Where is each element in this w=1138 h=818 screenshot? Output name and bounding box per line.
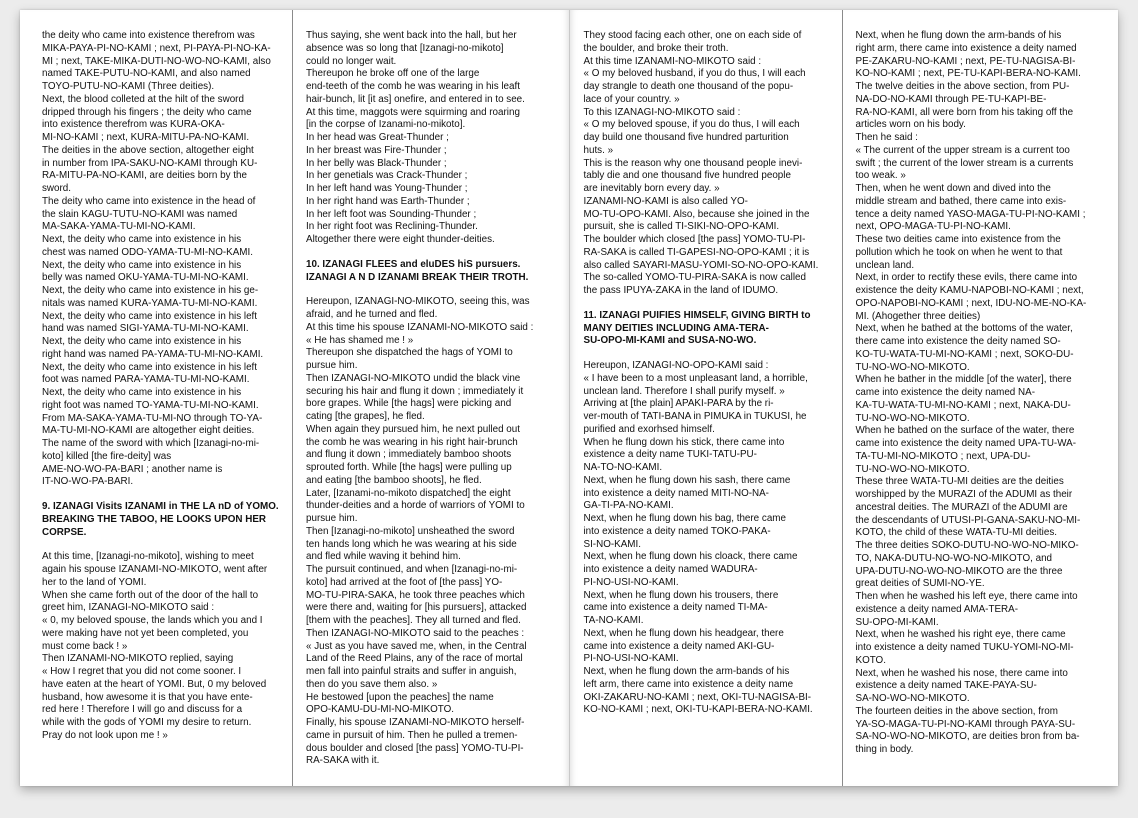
section-11-heading: 11. IZANAGI PUIFIES HIMSELF, GIVING BIRTH to MANY DEITIES INCLUDING AMA-TERA- SU-OPO-MI-KAMI and SUSA-NO-WO. (583, 309, 811, 347)
section-9-heading: 9. IZANAGI Visits IZANAMI in THE LA nD of YOMO. BREAKING THE TABOO, HE LOOKS UPON HER CORPSE. (42, 501, 279, 538)
column-4-paragraph-1: Next, when he flung down the arm-bands of his right arm, there came into existence a deity named PE-ZAKARU-NO-KAMI ; next, PE-TU-NAGISA-BI- KO-NO-KAMI ; next, PE-TU-KAPI-BERA-NO-KAMI. The twelve deities in the above section, from PU- NA-DO-NO-KAMI through PE-TU-KAPI-BE- RA-NO-KAMI, all were born from his taking off the articles worn on his body. Then he said : « The current of the upper stream is a current too swift ; the current of the lower stream is a currents too weak. » Then, when he went down and dived into the middle stream and bathed, there came into exis- tence a deity named YASO-MAGA-TU-PI-NO-KAMI ; next, OPO-MAGA-TU-PI-NO-KAMI. These two deities came into existence from the pollution which he took on when he went to that unclean land. Next, in order to rectify these evils, there came into existence the deity KAMU-NAPOBI-NO-KAMI ; next, OPO-NAPOBI-NO-KAMI ; next, IDU-NO-ME-NO-KA- MI. (Ahogether three deities) Next, when he bathed at the bottoms of the water, there came into existence the deity named SO- KO-TU-WATA-TU-MI-NO-KAMI ; next, SOKO-DU- TU-NO-WO-NO-MIKOTO. When he bather in the middle [of the water], there came into existence the deity named NA- KA-TU-WATA-TU-MI-NO-KAMI ; next, NAKA-DU- TU-NO-WO-NO-MIKOTO. When he bathed on the surface of the water, there came into existence the deity named UPA-TU-WA- TA-TU-MI-NO-MIKOTO ; next, UPA-DU- TU-NO-WO-NO-MIKOTO. These three WATA-TU-MI deities are the deities worshipped by the MURAZI of the ADUMI as their ancestral deities. The MURAZI of the ADUMI are the descendants of UTUSI-PI-GANA-SAKU-NO-MI- KOTO, the child of these WATA-TU-MI deities. The three deities SOKO-DUTU-NO-WO-NO-MIKO- TO, NAKA-DUTU-NO-WO-NO-MIKOTO, and UPA-DUTU-NO-WO-NO-MIKOTO are the three great deities of SUMI-NO-YE. Then when he washed his left eye, there came into existence a deity named AMA-TERA- SU-OPO-MI-KAMI. Next, when he washed his right eye, there came into existence a deity named TUKU-YOMI-NO-MI- KOTO. Next, when he washed his nose, there came into existence a deity named TAKE-PAYA-SU- SA-NO-WO-NO-MIKOTO. The fourteen deities in the above section, from YA-SO-MAGA-TU-PI-NO-KAMI through PAYA-SU- SA-NO-WO-NO-MIKOTO, are deities bron from ba- thing in body. (855, 30, 1087, 755)
column-2 (292, 10, 564, 786)
column-3 (570, 10, 842, 786)
book-spread (20, 10, 1118, 786)
column-2-paragraph-1: Thus saying, she went back into the hall, but her absence was so long that [Izanagi-no-mikoto] could no longer wait. Thereupon he broke off one of the large end-teeth of the comb he was wearing in his leaft hair-bunch, lit [it as] onefire, and entered in to see. At this time, maggots were squirming and roaring [in the corpse of Izanami-no-mikoto]. In her head was Great-Thunder ; In her breast was Fire-Thunder ; In her belly was Black-Thunder ; In her genetials was Crack-Thunder ; In her left hand was Young-Thunder ; In her right hand was Earth-Thunder ; In her left foot was Sounding-Thunder ; In her right foot was Reclining-Thunder. Altogether there were eight thunder-deities. (306, 30, 525, 245)
right-page (570, 10, 1119, 786)
column-3-paragraph-2: Hereupon, IZANAGI-NO-OPO-KAMI said : « I have been to a most unpleasant land, a horrible, unclean land. Therefore I shall purify myself. » Arriving at [the plain] APAKI-PARA by the ri- ver-mouth of TATI-BANA in PIMUKA in TUKUSI, he purified and exorhsed himself. When he flung down his stick, there came into existence a deity name TUKI-TATU-PU- NA-TO-NO-KAMI. Next, when he flung down his sash, there came into existence a deity named MITI-NO-NA- GA-TI-PA-NO-KAMI. Next, when he flung down his bag, there came into existence a deity named TOKO-PAKA- SI-NO-KAMI. Next, when he flung down his cloack, there came into existence a deity named WADURA- PI-NO-USI-NO-KAMI. Next, when he flung down his trousers, there came into existence a deity named TI-MA- TA-NO-KAMI. Next, when he flung down his headgear, there came into existence a deity named AKI-GU- PI-NO-USI-NO-KAMI. Next, when he flung down the arm-bands of his left arm, there came into existence a deity name OKI-ZAKARU-NO-KAMI ; next, OKI-TU-NAGISA-BI- KO-NO-KAMI ; next, OKI-TU-KAPI-BERA-NO-KAMI. (583, 360, 813, 716)
column-1-paragraph-1: the deity who came into existence therefrom was MIKA-PAYA-PI-NO-KAMI ; next, PI-PAYA-PI-NO-KA- MI ; next, TAKE-MIKA-DUTI-NO-WO-NO-KAMI, also named TAKE-PUTU-NO-KAMI, and also named TOYO-PUTU-NO-KAMI (Three deities). Next, the blood colleted at the hilt of the sword dripped through his fingers ; the deity who came into existence therefrom was KURA-OKA- MI-NO-KAMI ; next, KURA-MITU-PA-NO-KAMI. The deities in the above section, altogether eight in number from IPA-SAKU-NO-KAMI through KU- RA-MITU-PA-NO-KAMI, are deities born by the sword. The deity who came into existence in the head of the slain KAGU-TUTU-NO-KAMI was named MA-SAKA-YAMA-TU-MI-NO-KAMI. Next, the deity who came into existence in his chest was named ODO-YAMA-TU-MI-NO-KAMI. Next, the deity who came into existence in his belly was named OKU-YAMA-TU-MI-NO-KAMI. Next, the deity who came into existence in his ge- nitals was named KURA-YAMA-TU-MI-NO-KAMI. Next, the deity who came into existence in his left hand was named SIGI-YAMA-TU-MI-NO-KAMI. Next, the deity who came into existence in his right hand was named PA-YAMA-TU-MI-NO-KAMI. Next, the deity who came into existence in his left foot was named PARA-YAMA-TU-MI-NO-KAMI. Next, the deity who came into existence in his right foot was named TO-YAMA-TU-MI-NO-KAMI. From MA-SAKA-YAMA-TU-MI-NO through TO-YA- MA-TU-MI-NO-KAMI are altogether eight deities. The name of the sword with which [Izanagi-no-mi- koto] killed [the fire-deity] was AME-NO-WO-PA-BARI ; another name is IT-NO-WO-PA-BARI. (42, 30, 271, 488)
column-1-paragraph-2: At this time, [Izanagi-no-mikoto], wishing to meet again his spouse IZANAMI-NO-MIKOTO, went after her to the land of YOMI. When she came forth out of the door of the hall to greet him, IZANAGI-NO-MIKOTO said : « 0, my beloved spouse, the lands which you and I were making have not yet been completed, you must come back ! » Then IZANAMI-NO-MIKOTO replied, saying « How I regret that you did not come sooner. I have eaten at the heart of YOMI. But, 0 my beloved husband, how awesome it is that you have ente- red here ! Therefore I will go and discuss for a while with the gods of YOMI my desire to return. Pray do not look upon me ! » (42, 551, 268, 741)
column-2-paragraph-2: Hereupon, IZANAGI-NO-MIKOTO, seeing this, was afraid, and he turned and fled. At this time his spouse IZANAMI-NO-MIKOTO said : « He has shamed me ! » Thereupon she dispatched the hags of YOMI to pursue him. Then IZANAGI-NO-MIKOTO undid the black vine securing his hair and flung it down ; immediately it bore grapes. While [the hags] were picking and cating [the grapes], he fled. When again they pursued him, he next pulled out the comb he was wearing in his right hair-brunch and flung it down ; immediately bamboo shoots sprouted forth. While [the hags] were pulling up and eating [the bamboo shoots], he fled. Later, [Izanami-no-mikoto dispatched] the eight thunder-deities and a horde of warriors of YOMI to pursue him. Then [Izanagi-no-mikoto] unsheathed the sword ten hands long which he was wearing at his side and fled while waving it behind him. The pursuit continued, and when [Izanagi-no-mi- koto] had arrived at the foot of [the pass] YO- MO-TU-PIRA-SAKA, he took three peaches which were there and, waiting for [his pursuers], attacked [them with the peaches]. They all turned and fled. Then IZANAGI-NO-MIKOTO said to the peaches : « Just as you have saved me, when, in the Central Land of the Reed Plains, any of the race of mortal men fall into painful straits and suffer in anguish, then do you save them also. » He bestowed [upon the peaches] the name OPO-KAMU-DU-MI-NO-MIKOTO. Finally, his spouse IZANAMI-NO-MIKOTO herself- came in pursuit of him. Then he pulled a tremen- dous boulder and closed [the pass] YOMO-TU-PI- RA-SAKA with it. (306, 296, 534, 767)
left-page (20, 10, 570, 786)
column-3-paragraph-1: They stood facing each other, one on each side of the boulder, and broke their troth. At this time IZANAMI-NO-MIKOTO said : « O my beloved husband, if you do thus, I will each day strangle to death one thousand of the popu- lace of your country. » To this IZANAGI-NO-MIKOTO said : « O my beloved spouse, if you do thus, I will each day build one thousand five hundred parturition huts. » This is the reason why one thousand people inevi- tably die and one thousand five hundred people are inevitably born every day. » IZANAMI-NO-KAMI is also called YO- MO-TU-OPO-KAMI. Also, because she joined in the pursuit, she is called TI-SIKI-NO-OPO-KAMI. The boulder which closed [the pass] YOMO-TU-PI- RA-SAKA is called TI-GAPESI-NO-OPO-KAMI ; it is also called SAYARI-MASU-YOMI-SO-NO-OPO-KAMI. The so-called YOMO-TU-PIRA-SAKA is now called the pass IPUYA-ZAKA in the land of IDUMO. (583, 30, 819, 296)
section-10-heading: 10. IZANAGI FLEES and eluDES hiS pursuers. IZANAGI A N D IZANAMI BREAK THEIR TROTH. (306, 258, 529, 283)
column-1 (20, 10, 292, 786)
column-4 (842, 10, 1114, 786)
